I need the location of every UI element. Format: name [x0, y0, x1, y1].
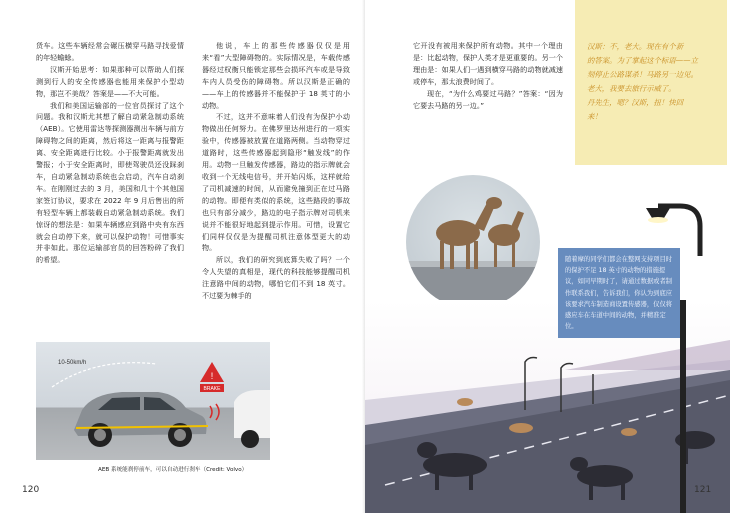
aeb-scene-graphic: [36, 342, 270, 460]
brake-warning: [200, 362, 224, 392]
svg-text:!: !: [210, 371, 214, 381]
paragraph: 他说，车上的那些传感器仅仅是用来“看”大型障碍物的。实际情况是，车载传感器经过权衡只能锁定那些会损坏汽车或是导致车内人员受伤的障碍物。所以汉斯是正确的——车上的传感器并不能保护于 18 英寸的小动物。: [202, 41, 350, 110]
note-line: 的答案。为了掌起这个标语——立: [587, 56, 698, 65]
street-lamp-head: [640, 196, 730, 256]
info-box-text: 随着摩的同学们都会在整网支持项目时的保护不足 18 英寸的动物的措施提议，如同早期时了，请通过数据或者制作联系我们，告诉我们，你认为到底应该要求汽车制造商设置传感器，仅仅将感应车在车道中间的动物，并精准定位。: [565, 256, 673, 331]
paragraph: 现在，“为什么鸡要过马路？”答案：“因为它要去马路的另一边。”: [413, 88, 563, 110]
elk-photo: [406, 175, 540, 309]
white-car: [234, 390, 270, 448]
note-line: 汉斯：不，老大。现在有个新: [587, 42, 684, 51]
aeb-caption: AEB 系统能刹停前车，可以自动进行刹车（Credit: Volvo）: [98, 467, 248, 473]
left-column-2: [202, 40, 350, 302]
sticky-note: [575, 0, 727, 165]
brake-label: BRAKE: [203, 386, 221, 392]
right-column-1: [413, 40, 563, 111]
paragraph: 它开没有被用来保护所有动物。其中一个理由是：比起动物，保护人类才是更重要的。另一个理由是：如果人们一遇到横穿马路的动物就减速或停车，那太浪费时间了。: [413, 41, 563, 86]
paragraph: 汉斯开始思考：如果那种可以帮助人们探测到行人的安全传感器也能用来保护小型动物，那岂不美哉？答案是——不大可能。: [36, 64, 184, 98]
paragraph: 货车。这些车辆经常会碾压横穿马路寻找爱情的年轻蟾蜍。: [36, 41, 184, 62]
paragraph: 我们和美国运输部的一位官员探讨了这个问题。我和汉斯尤其想了解自动紧急制动系统（AEB）。它使用雷达等探测器测出车辆与前方障碍物之间的距离，然后将这一距离与报警距离、安全距离进行比较。小于报警距离就发出警报；小于安全距离时，即使驾驶员还没踩刹车，自动紧急制动系统也会启动，汽车自动刹车。在刚刚过去的 3 月，美国和几十个其他国家签订协议，要求在 2022 年 9 月后售出的所有轻型车辆上都装载自动紧急制动系统。我们惊讶的想法是：如果车辆感应到路中央有东西就会自动停下来，就可以保护动物！可惜事实并非如此。那位运输部官员的回答粉碎了我们的希望。: [36, 100, 184, 265]
note-line: 来！: [587, 112, 602, 121]
elk-graphic: [406, 175, 540, 309]
note-line: 刻停止公路谋杀！马路另一边见。: [587, 70, 698, 79]
note-line: 丹先生，嗯？汉斯，扭！快回: [587, 98, 684, 107]
info-box: [558, 248, 680, 338]
note-text: [587, 40, 717, 124]
aeb-photo: [36, 342, 270, 460]
note-line: 老大，我要去旅行示威了。: [587, 84, 676, 93]
grey-car: [74, 392, 208, 447]
speed-label: 10-50km/h: [58, 360, 87, 366]
page-number: 121: [694, 485, 712, 495]
paragraph: 所以，我们的研究到底算失败了吗？一个令人失望的真相是，现代的科技能够提醒司机注意路中间的动物，哪怕它们不到 18 英寸。不过要为棘手的: [202, 255, 350, 301]
left-column-1: [36, 40, 184, 266]
page-number: 120: [22, 485, 40, 495]
paragraph: 不过，这并不意味着人们没有为保护小动物做出任何努力。在佛罗里达州进行的一项实验中，传感器被放置在道路两侧。当动物穿过道路时，这些传感器起到隐形“触发线”的作用。动物一旦触发传感器，路边的指示牌就会收到一个无线电信号，并开始闪烁，这样就给了司机减速的时间，从而避免撞到正在过马路的动物。即便有类似的系统，这些路段的事故也只有部分减少，路边的电子指示牌对司机来说并不能很好地起到提示作用。可惜，设置它们同样仅仅是为提醒司机注意体型更大的动物。: [202, 112, 350, 253]
